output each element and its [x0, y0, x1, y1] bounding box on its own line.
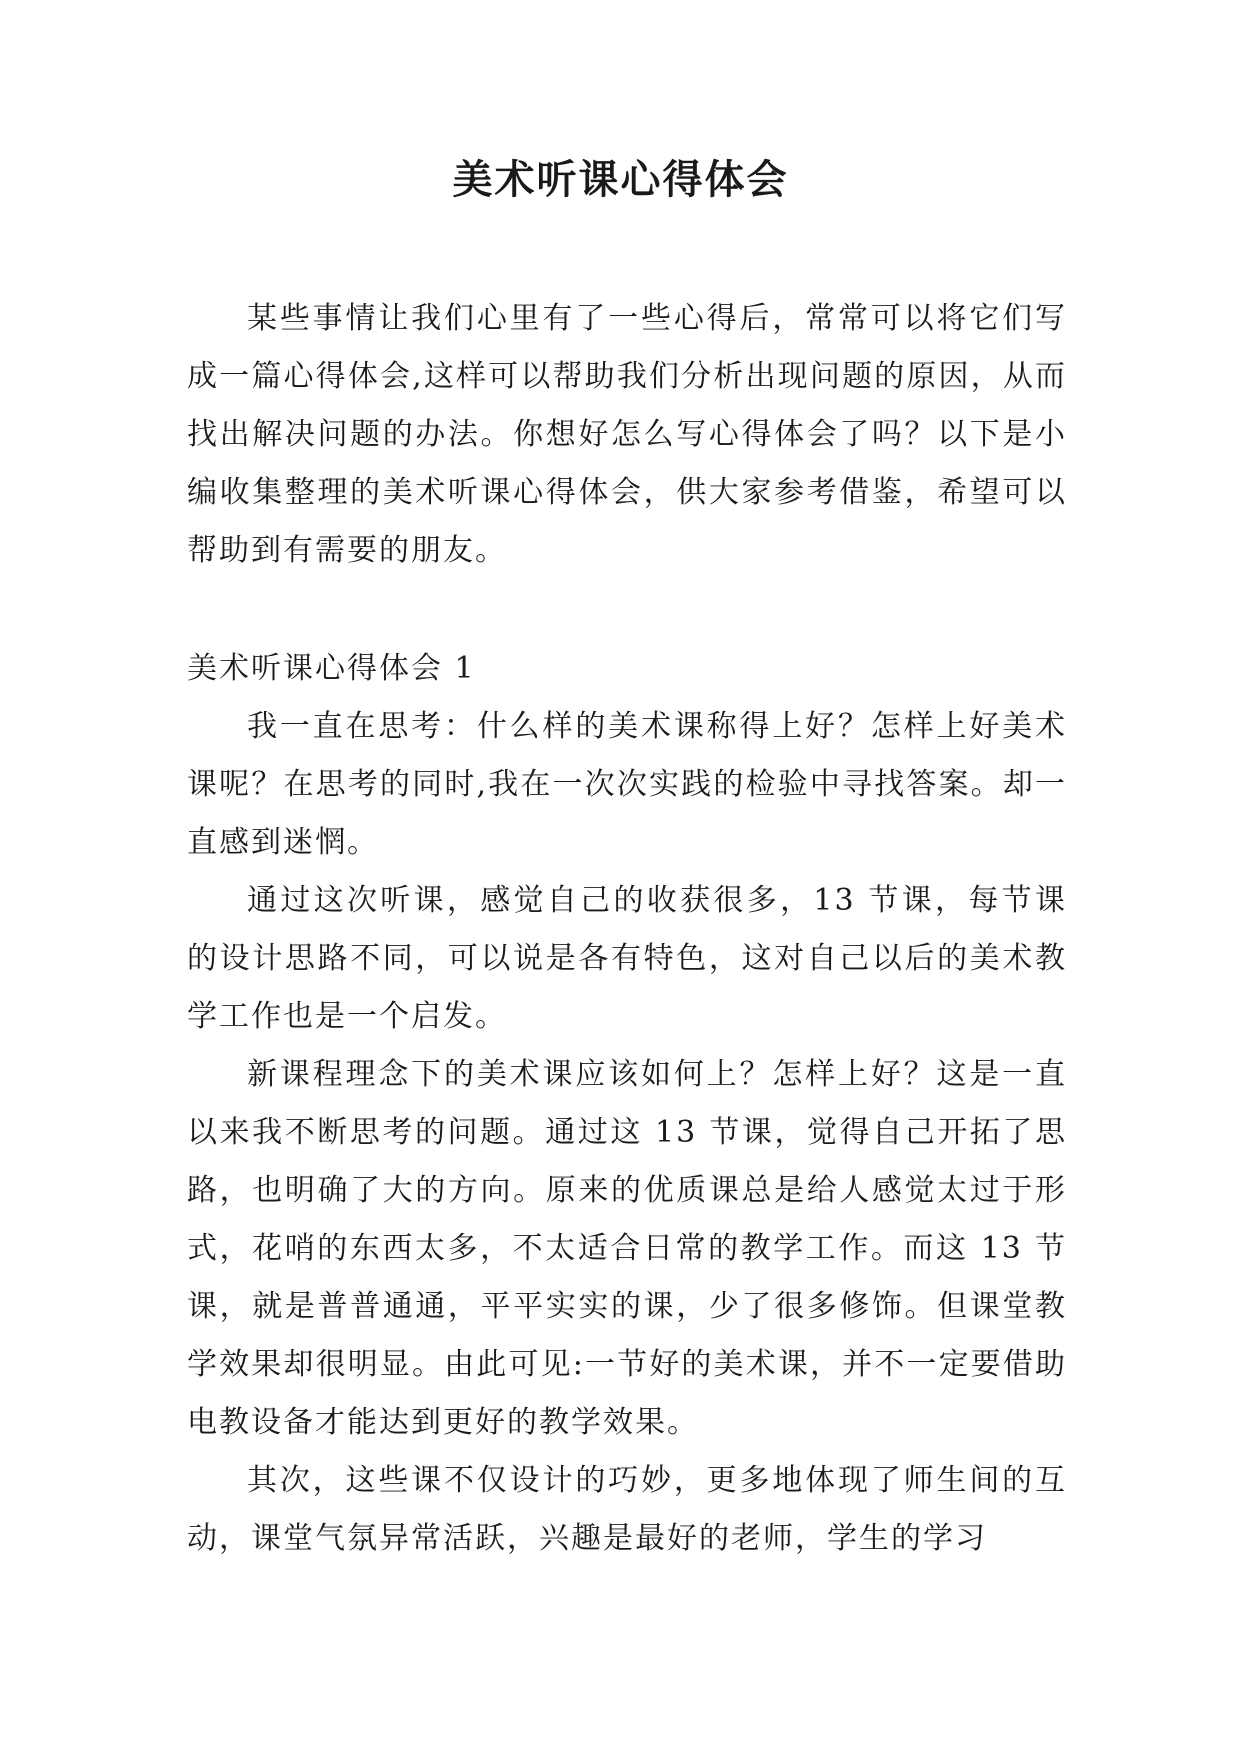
body-paragraph: 新课程理念下的美术课应该如何上？怎样上好？这是一直以来我不断思考的问题。通过这 13 节课，觉得自己开拓了思路，也明确了大的方向。原来的优质课总是给人感觉太过于形式，花哨的东西太多，不太适合日常的教学工作。而这 13 节课，就是普普通通，平平实实的课，少了很多修饰。但课堂教学效果却很明显。由此可见:一节好的美术课，并不一定要借助电教设备才能达到更好的教学效果。 [187, 1057, 1067, 1440]
body-paragraph: 我一直在思考：什么样的美术课称得上好？怎样上好美术课呢？在思考的同时,我在一次次实践的检验中寻找答案。却一直感到迷惘。 [187, 709, 1067, 860]
section-heading: 美术听课心得体会 1 [187, 651, 476, 686]
page-title: 美术听课心得体会 [452, 157, 789, 203]
body-paragraph: 通过这次听课，感觉自己的收获很多，13 节课，每节课的设计思路不同，可以说是各有特色，这对自己以后的美术教学工作也是一个启发。 [187, 883, 1067, 1034]
document-body [187, 290, 1067, 1568]
body-paragraph: 其次，这些课不仅设计的巧妙，更多地体现了师生间的互动，课堂气氛异常活跃，兴趣是最好的老师，学生的学习 [187, 1463, 1067, 1556]
intro-paragraph: 某些事情让我们心里有了一些心得后，常常可以将它们写成一篇心得体会,这样可以帮助我们分析出现问题的原因，从而找出解决问题的办法。你想好怎么写心得体会了吗？以下是小编收集整理的美术听课心得体会，供大家参考借鉴，希望可以帮助到有需要的朋友。 [187, 301, 1067, 568]
